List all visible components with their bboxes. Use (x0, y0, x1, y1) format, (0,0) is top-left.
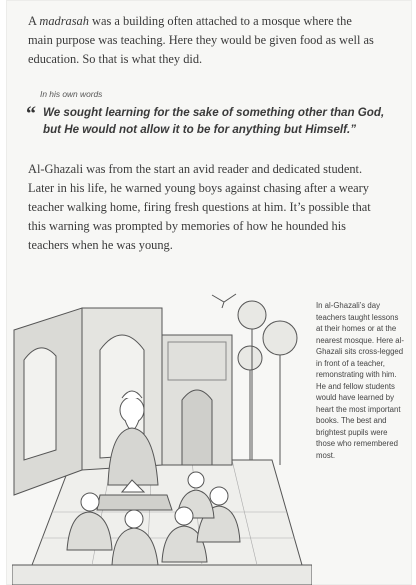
intro-paragraph (28, 12, 378, 69)
paragraph-text: was a building often attached to a mosque where the main purpose was teaching. Here they would be given food as well as education. So that is what they did. (28, 14, 374, 66)
madrasah-illustration (12, 280, 312, 585)
quote-mark-icon: “ (26, 103, 36, 125)
paragraph-text: A (28, 14, 40, 28)
madrasah-term: madrasah (39, 14, 89, 28)
body-paragraph: Al-Ghazali was from the start an avid reader and dedicated student. Later in his life, he warned young boys against chasing after a weary teacher walking home, firing fresh questions at him. It’s possible that this warning was prompted by memories of how he hounded his teachers when he was young. (28, 162, 371, 252)
quote-label: In his own words (40, 89, 103, 99)
quote-text: We sought learning for the sake of something other than God, but He would not allow it to be for anything but Himself.” (43, 106, 385, 136)
book-page (6, 0, 412, 585)
illustration-caption: In al-Ghazali’s day teachers taught lessons at their homes or at the nearest mosque. Here al-Ghazali sits cross-legged in front of a teacher, remonstrating with him. He and fellow students would have learned by heart the most important books. The best and brightest pupils were those who remembered most. (316, 301, 404, 460)
